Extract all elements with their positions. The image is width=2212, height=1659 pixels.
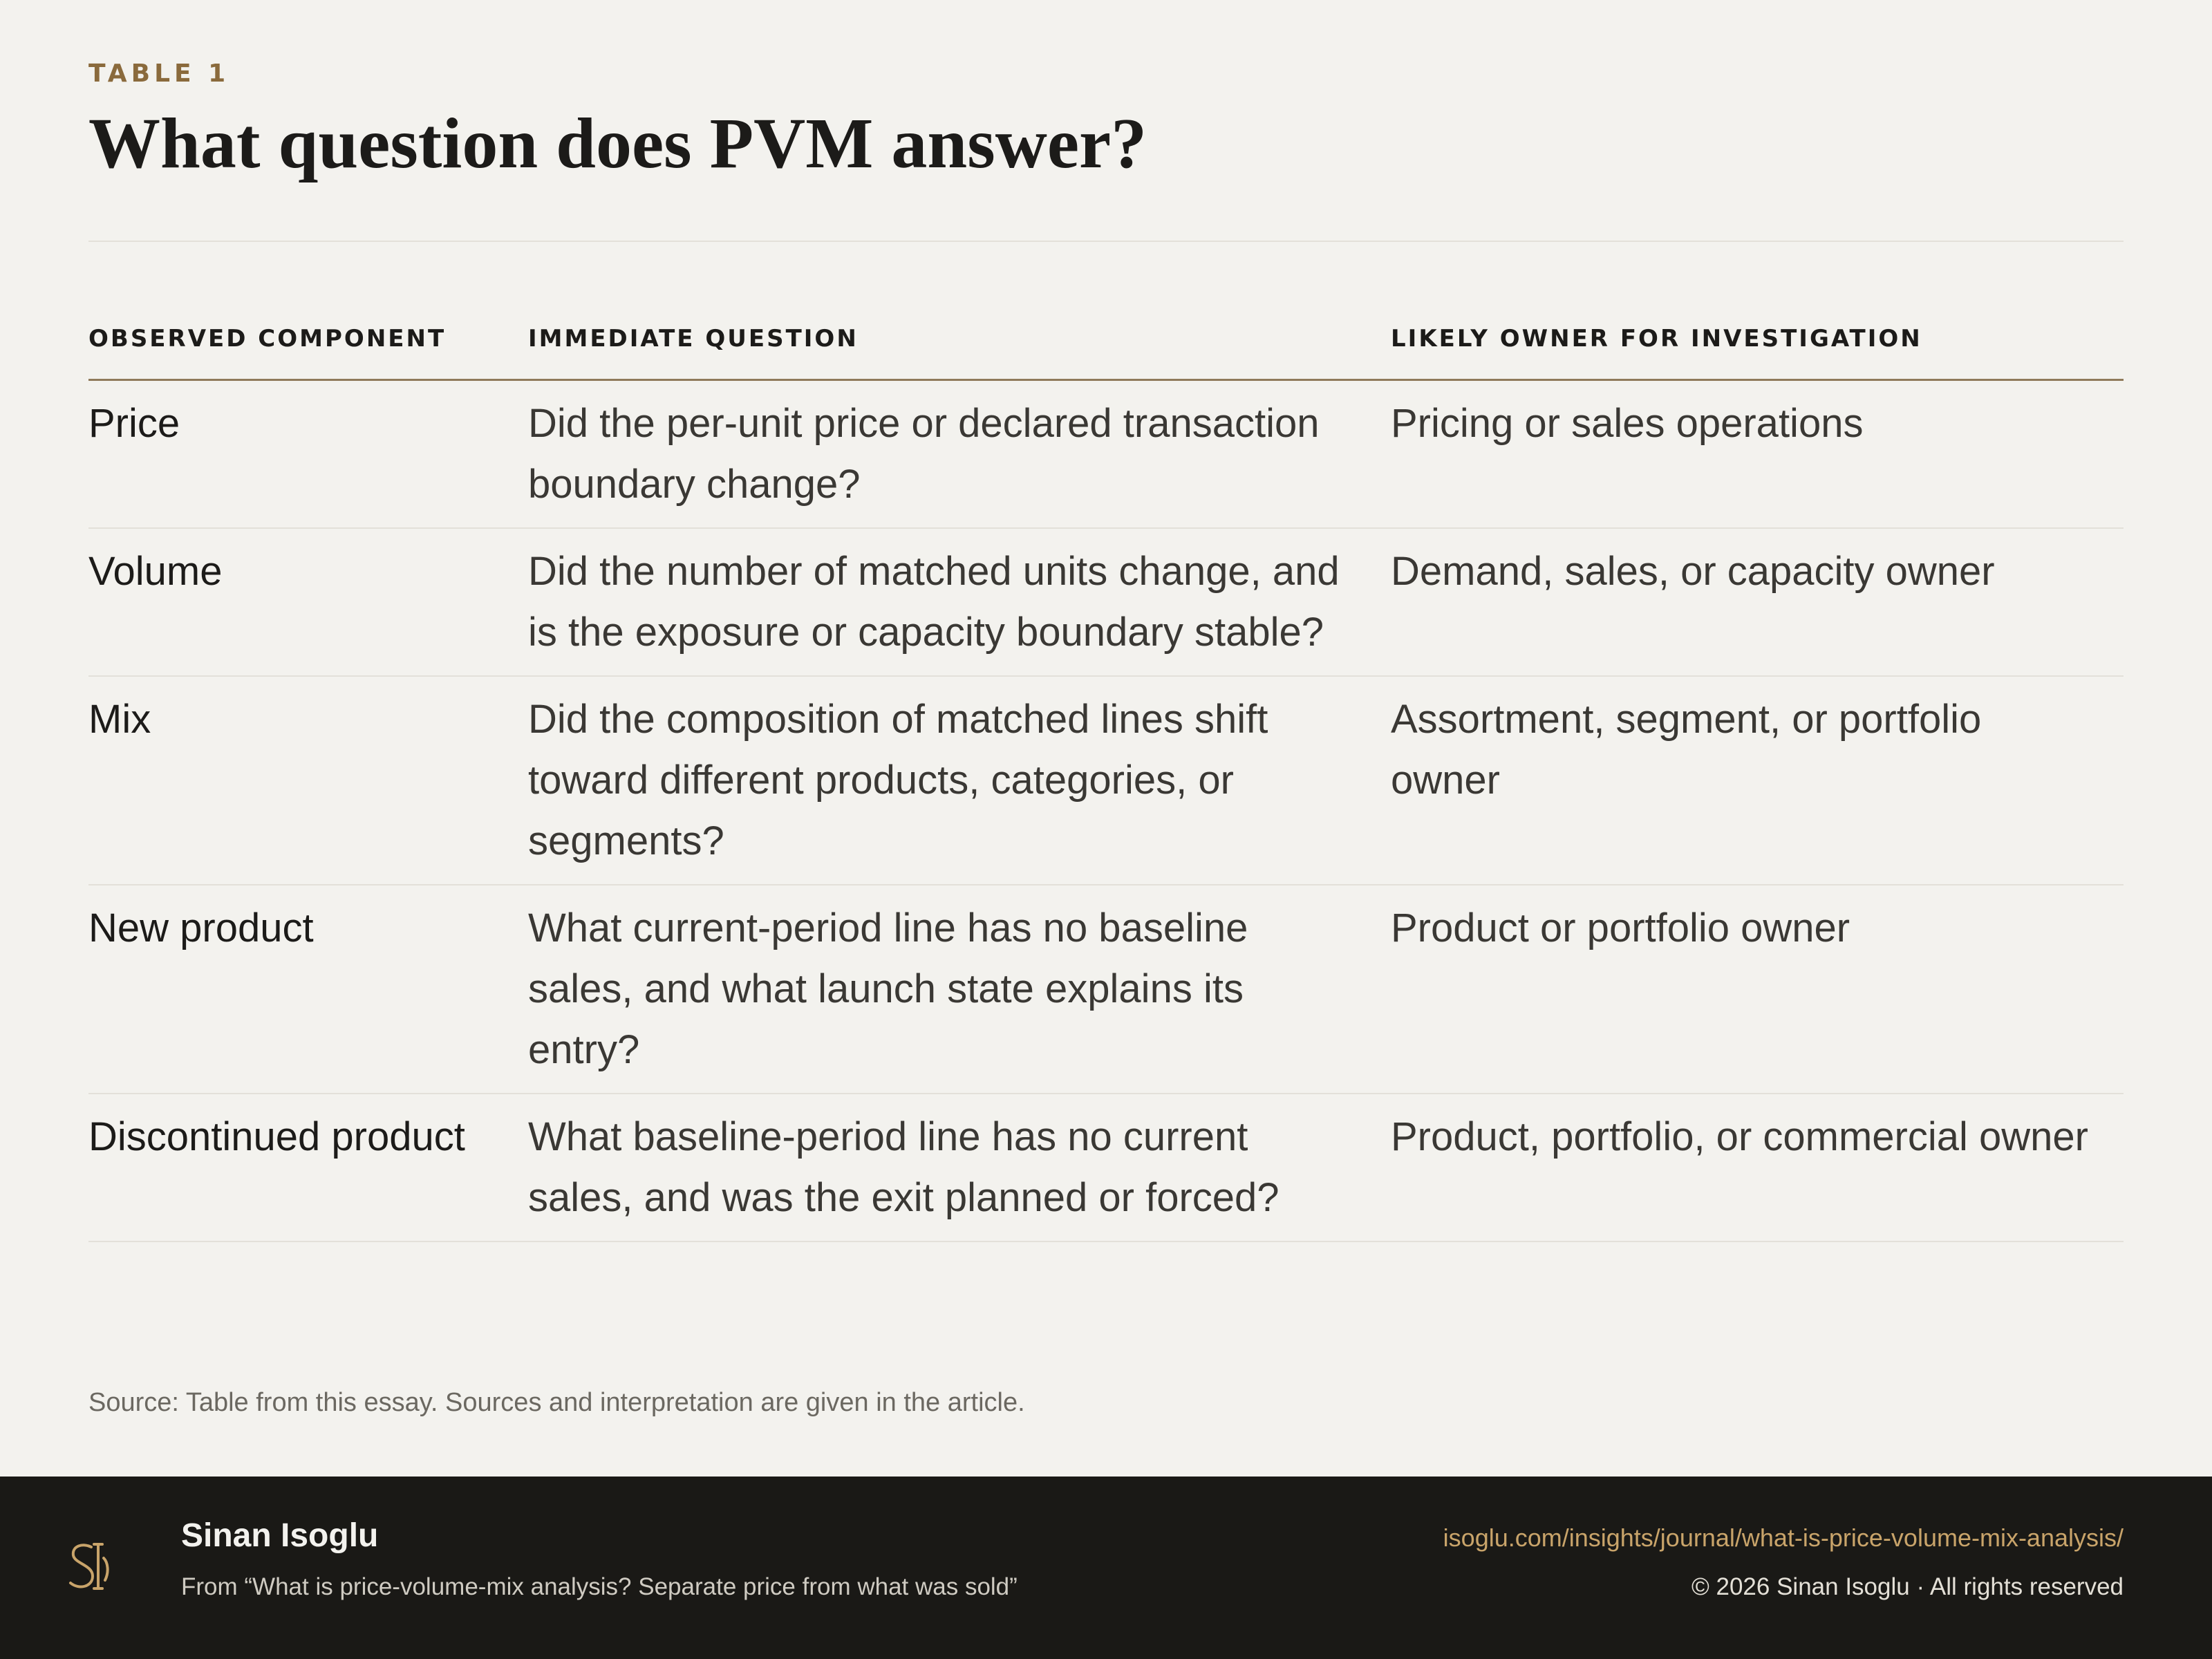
cell-owner: Assortment, segment, or portfolio owner xyxy=(1391,676,2124,885)
table-row-volume xyxy=(88,528,2124,676)
column-header-question: IMMEDIATE QUESTION xyxy=(528,325,1391,380)
author-name: Sinan Isoglu xyxy=(181,1517,379,1554)
column-header-component: OBSERVED COMPONENT xyxy=(88,325,528,380)
table-row-discontinued-product xyxy=(88,1094,2124,1241)
cell-component: Discontinued product xyxy=(88,1094,528,1241)
page-title: What question does PVM answer? xyxy=(88,104,1147,183)
si-monogram-icon xyxy=(64,1537,119,1601)
cell-question: What current-period line has no baseline sales, and what launch state explains its entry? xyxy=(528,885,1391,1094)
copyright-notice: © 2026 Sinan Isoglu · All rights reserved xyxy=(1691,1573,2124,1600)
column-header-owner: LIKELY OWNER FOR INVESTIGATION xyxy=(1391,325,2124,380)
cell-component: Mix xyxy=(88,676,528,885)
table-header-row xyxy=(88,325,2124,380)
table-row-mix xyxy=(88,676,2124,885)
source-note: Source: Table from this essay. Sources and interpretation are given in the article. xyxy=(88,1388,1025,1417)
cell-question: What baseline-period line has no current sales, and was the exit planned or forced? xyxy=(528,1094,1391,1241)
cell-component: Price xyxy=(88,380,528,529)
pvm-table xyxy=(88,325,2124,1242)
cell-question: Did the composition of matched lines shift toward different products, categories, or segments? xyxy=(528,676,1391,885)
cell-component: Volume xyxy=(88,528,528,676)
cell-owner: Demand, sales, or capacity owner xyxy=(1391,528,2124,676)
cell-owner: Product or portfolio owner xyxy=(1391,885,2124,1094)
cell-owner: Product, portfolio, or commercial owner xyxy=(1391,1094,2124,1241)
article-url-link[interactable]: isoglu.com/insights/journal/what-is-price-volume-mix-analysis/ xyxy=(1443,1524,2124,1552)
table-label: TABLE 1 xyxy=(88,59,230,88)
cell-question: Did the number of matched units change, and is the exposure or capacity boundary stable? xyxy=(528,528,1391,676)
table-row-price xyxy=(88,380,2124,529)
title-divider xyxy=(88,241,2124,242)
cell-owner: Pricing or sales operations xyxy=(1391,380,2124,529)
table-row-new-product xyxy=(88,885,2124,1094)
cell-component: New product xyxy=(88,885,528,1094)
article-source-line: From “What is price-volume-mix analysis? Separate price from what was sold” xyxy=(181,1573,1018,1600)
footer xyxy=(0,1477,2212,1659)
cell-question: Did the per-unit price or declared transaction boundary change? xyxy=(528,380,1391,529)
